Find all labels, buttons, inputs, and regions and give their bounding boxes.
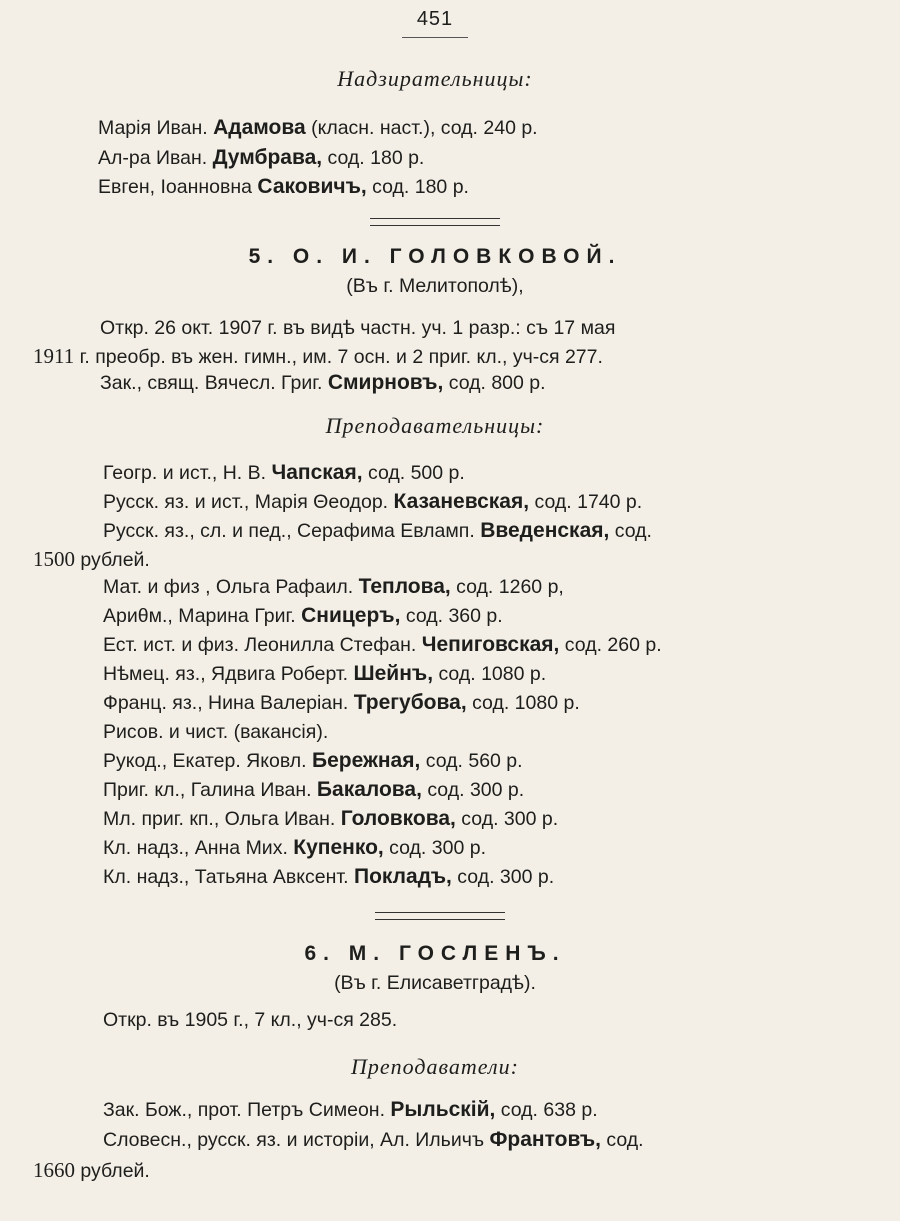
school-location: (Въ г. Елисаветградѣ). <box>334 972 536 994</box>
entry-text: сод. 360 р. <box>400 605 503 627</box>
entry-text: Евген, Іоанновна <box>98 176 258 198</box>
staff-entry <box>103 1097 598 1123</box>
entry-surname: Покладъ, <box>353 865 452 888</box>
entry-surname: Купенко, <box>293 836 384 859</box>
staff-entry <box>103 489 642 515</box>
school-description-line <box>100 315 836 341</box>
entry-surname: Головкова, <box>340 807 456 830</box>
staff-entry <box>103 719 328 745</box>
entry-text: сод. 1080 р. <box>433 663 547 685</box>
section-divider <box>370 218 500 226</box>
entry-text: рублей. <box>80 1160 150 1182</box>
entry-surname: Смирновъ, <box>327 371 444 394</box>
staff-entry <box>103 574 564 600</box>
section-heading-teachers: Преподаватели: <box>351 1054 519 1079</box>
entry-text: Зак. Бож., прот. Петръ Симеон. <box>103 1099 391 1121</box>
desc-text: г. преобр. въ жен. гимн., им. 7 осн. и 2 приг. кл., уч-ся 277. <box>79 346 603 368</box>
entry-text: сод. 300 р. <box>451 866 555 888</box>
entry-text: рублей. <box>80 549 150 571</box>
entry-text: Русск. яз. и ист., Марія Θеодор. <box>103 491 394 513</box>
entry-surname: Теплова, <box>358 575 451 598</box>
entry-text: сод. 300 р. <box>383 837 486 859</box>
entry-surname: Чепиговская, <box>421 633 560 656</box>
entry-text: сод. <box>600 1129 644 1151</box>
year-number: 1911 <box>33 344 75 368</box>
entry-text: сод. <box>609 520 652 542</box>
entry-text: Марія Иван. <box>98 117 214 139</box>
entry-text: Ариθм., Марина Григ. <box>103 605 302 627</box>
school-description-line <box>33 343 603 370</box>
staff-entry <box>103 518 652 544</box>
section-heading-teachers: Преподавательницы: <box>325 413 545 438</box>
entry-text: Франц. яз., Нина Валеріан. <box>103 692 354 714</box>
entry-text: Мл. приг. кп., Ольга Иван. <box>103 808 341 830</box>
page-number: 451 <box>416 8 454 30</box>
desc-text: Откр. 26 окт. 1907 г. въ видѣ частн. уч. 1 разр.: съ 17 мая <box>100 317 616 339</box>
school-description-line: Откр. въ 1905 г., 7 кл., уч-ся 285. <box>103 1009 398 1031</box>
entry-text: Приг. кл., Галина Иван. <box>103 779 317 801</box>
entry-continuation <box>33 1157 150 1184</box>
entry-text: сод. 180 р. <box>322 147 425 169</box>
header-rule <box>402 37 468 38</box>
salary-number: 1500 <box>33 547 75 571</box>
staff-entry <box>103 835 486 861</box>
entry-text: (класн. наст.), сод. 240 р. <box>305 117 538 139</box>
entry-surname: Сницеръ, <box>301 604 401 627</box>
entry-text: Рукод., Екатер. Яковл. <box>103 750 312 772</box>
entry-text: сод. 300 р. <box>455 808 559 830</box>
entry-surname: Рыльскій, <box>390 1098 496 1121</box>
entry-text: Мат. и физ , Ольга Рафаил. <box>103 576 359 598</box>
section-heading-supervisors: Надзирательницы: <box>337 66 533 91</box>
entry-text: сод. 638 р. <box>495 1099 598 1121</box>
entry-text: Ал-ра Иван. <box>98 147 213 169</box>
entry-text: сод. 560 р. <box>420 750 523 772</box>
school-title: 5. О. И. ГОЛОВКОВОЙ. <box>248 245 622 268</box>
entry-text: сод. 800 р. <box>443 372 546 394</box>
entry-surname: Адамова <box>213 116 306 139</box>
entry-text: сод. 300 р. <box>421 779 525 801</box>
school-location: (Въ г. Мелитополѣ), <box>346 275 524 297</box>
staff-entry <box>103 1127 644 1153</box>
staff-entry <box>103 806 558 832</box>
entry-text: Словесн., русск. яз. и исторіи, Ал. Ильичъ <box>103 1129 490 1151</box>
school-title: 6. М. ГОСЛЕНЪ. <box>304 942 566 965</box>
section-divider <box>375 912 505 920</box>
entry-surname: Франтовъ, <box>489 1128 601 1151</box>
entry-text: Русск. яз., сл. и пед., Серафима Евламп. <box>103 520 481 542</box>
salary-number: 1660 <box>33 1158 75 1182</box>
entry-surname: Бережная, <box>311 749 421 772</box>
entry-text: Кл. надз., Анна Мих. <box>103 837 294 859</box>
entry-text: сод. 260 р. <box>559 634 662 656</box>
staff-entry <box>98 174 469 200</box>
staff-entry <box>98 145 424 171</box>
entry-text: Зак., свящ. Вячесл. Григ. <box>100 372 328 394</box>
entry-surname: Шейнъ, <box>353 662 434 685</box>
entry-text: сод. 180 р. <box>366 176 469 198</box>
entry-text: Кл. надз., Татьяна Авксент. <box>103 866 354 888</box>
staff-entry <box>103 864 554 890</box>
entry-surname: Трегубова, <box>353 691 467 714</box>
entry-continuation <box>33 546 150 573</box>
staff-entry <box>103 690 580 716</box>
staff-entry <box>103 748 523 774</box>
entry-text: сод. 1740 р. <box>529 491 643 513</box>
justified-text <box>100 315 836 341</box>
staff-entry <box>103 632 662 658</box>
entry-text: сод. 1080 р. <box>466 692 580 714</box>
staff-entry <box>103 603 503 629</box>
entry-surname: Казаневская, <box>393 490 530 513</box>
staff-entry <box>98 115 538 141</box>
staff-entry <box>103 777 524 803</box>
entry-surname: Введенская, <box>480 519 610 542</box>
staff-entry <box>103 661 546 687</box>
entry-text: Рисов. и чист. (вакансія). <box>103 721 329 743</box>
entry-text: сод. 1260 р, <box>450 576 564 598</box>
entry-surname: Саковичъ, <box>257 175 367 198</box>
entry-text: Ест. ист. и физ. Леонилла Стефан. <box>103 634 422 656</box>
entry-text: Геогр. и ист., Н. В. <box>103 462 272 484</box>
entry-text: сод. 500 р. <box>362 462 465 484</box>
staff-entry <box>100 370 546 396</box>
entry-text: Нѣмец. яз., Ядвига Роберт. <box>103 663 354 685</box>
entry-surname: Чапская, <box>271 461 363 484</box>
entry-surname: Думбрава, <box>212 146 323 169</box>
entry-surname: Бакалова, <box>316 778 422 801</box>
staff-entry <box>103 460 465 486</box>
